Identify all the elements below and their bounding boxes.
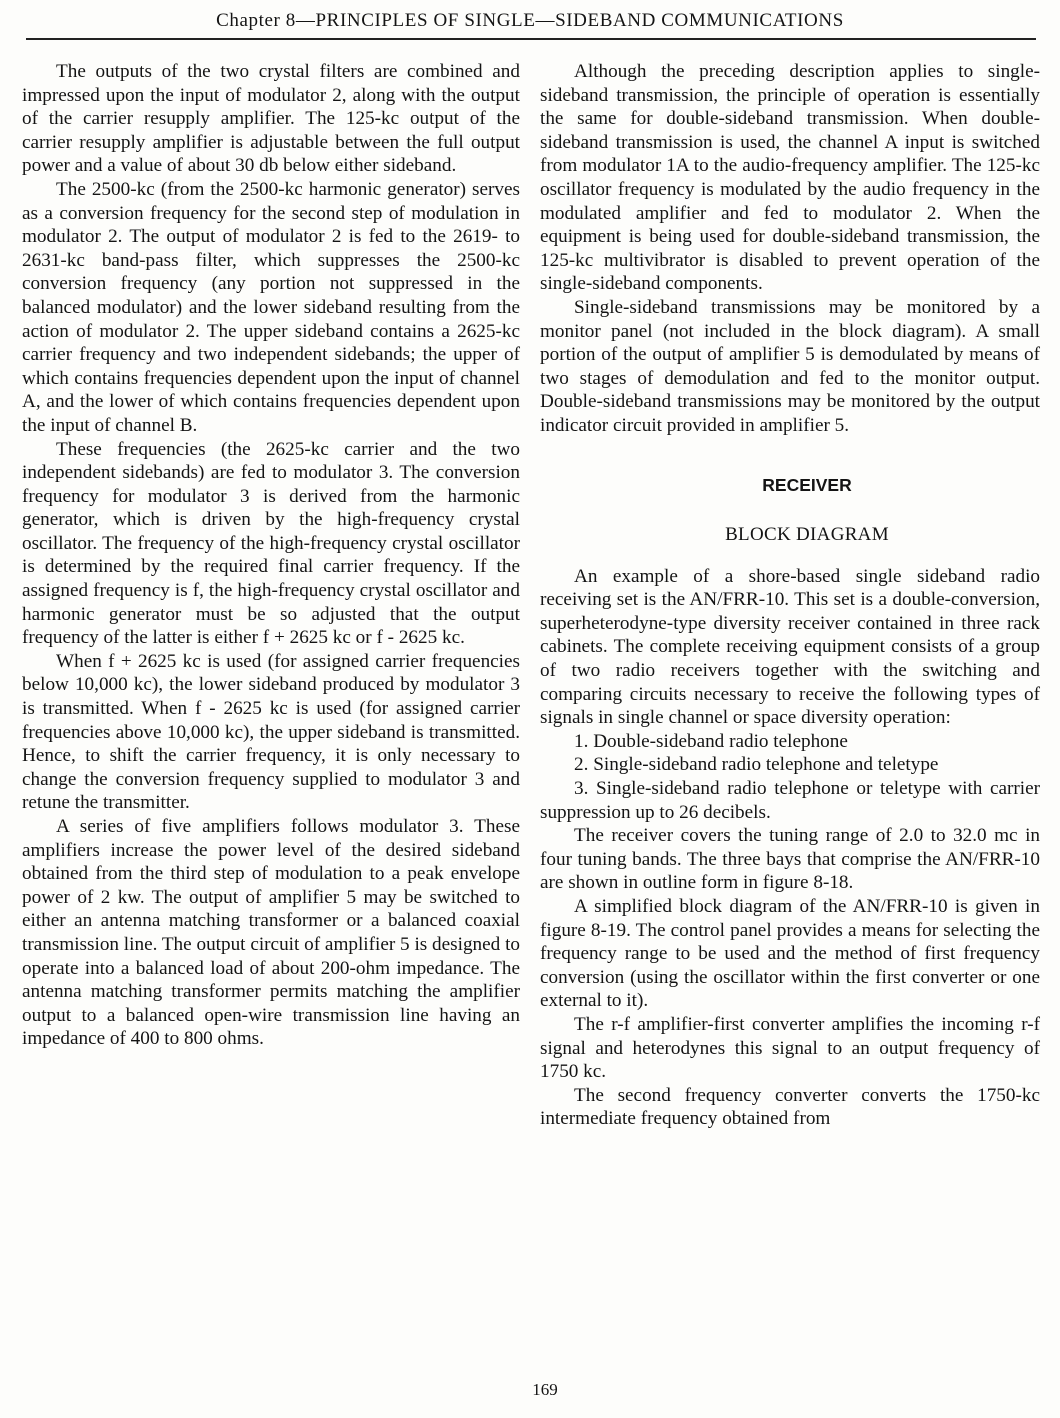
section-heading-receiver: RECEIVER [762,474,852,495]
page-header: Chapter 8—PRINCIPLES OF SINGLE—SIDEBAND COMMUNICATIONS [216,10,844,31]
header-rule [26,38,1036,40]
paragraph: An example of a shore-based single sideband radio receiving set is the AN/FRR-10. This set is a double-conversion, superheterodyne-type diversity receiver contained in three rack cabinets. The complete receiving equipment consists of a group of two radio receivers together with the switching and comparing circuits necessary to receive the following types of signals in single channel or space diversity operation: [540,565,1040,729]
paragraph: A simplified block diagram of the AN/FRR-10 is given in figure 8-19. The control panel provides a means for selecting the frequency range to be used and the method of first frequency conversion (using the oscillator within the first converter or one external to it). [540,896,1040,1012]
left-column [22,60,520,1051]
paragraph: The r-f amplifier-first converter amplifies the incoming r-f signal and heterodynes this signal to an output frequency of 1750 kc. [540,1013,1040,1083]
subsection-heading-block-diagram: BLOCK DIAGRAM [725,524,889,546]
list-item: 2. Single-sideband radio telephone and teletype [574,754,939,776]
paragraph: The second frequency converter converts the 1750-kc intermediate frequency obtained from [540,1084,1040,1130]
paragraph: The 2500-kc (from the 2500-kc harmonic generator) serves as a conversion frequency for the second step of modulation in modulator 2. The output of modulator 2 is fed to the 2619- to 2631-kc band-pass filter, which suppresses the 2500-kc conversion frequency (any portion not suppressed in the balanced modulator) and the lower sideband resulting from the action of modulator 2. The upper sideband contains a 2625-kc carrier frequency and two independent sidebands; the upper of which contains frequencies dependent upon the input of channel A, and the lower of which contains frequencies dependent upon the input of channel B. [22,178,520,436]
paragraph: Single-sideband transmissions may be monitored by a monitor panel (not included in the block diagram). A small portion of the output of amplifier 5 is demodulated by means of two stages of demodulation and fed to the monitor output. Double-sideband transmissions may be monitored by the output indicator circuit provided in amplifier 5. [540,296,1040,436]
list-item: 1. Double-sideband radio telephone [574,730,848,752]
right-column [540,60,1040,1131]
paragraph: A series of five amplifiers follows modulator 3. These amplifiers increase the power level of the desired sideband obtained from the third step of modulation to a peak envelope power of 2 kw. The output of amplifier 5 may be switched to either an antenna matching transformer or a balanced coaxial transmission line. The output circuit of amplifier 5 is designed to operate into a balanced load of about 200-ohm impedance. The antenna matching transformer permits matching the amplifier output to a balanced open-wire transmission line having an impedance of 400 to 800 ohms. [22,816,520,1050]
paragraph: Although the preceding description applies to single-sideband transmission, the principle of operation is essentially the same for double-sideband transmission. When double-sideband transmission is used, the channel A input is switched from modulator 1A to the audio-frequency amplifier. The 125-kc oscillator frequency is modulated by the audio frequency in the modulated amplifier and fed to modulator 2. When the equipment is being used for double-sideband transmission, the 125-kc multivibrator is disabled to prevent operation of the single-sideband components. [540,61,1040,295]
paragraph: The outputs of the two crystal filters are combined and impressed upon the input of modulator 2, along with the output of the carrier resupply amplifier. The 125-kc output of the carrier resupply amplifier is adjustable between the full output power and a value of about 30 db below either sideband. [22,61,520,177]
paragraph: These frequencies (the 2625-kc carrier and the two independent sidebands) are fed to modulator 3. The conversion frequency for modulator 3 is derived from the harmonic generator, which is driven by the high-frequency crystal oscillator. The frequency of the high-frequency crystal oscillator is determined by the required final carrier frequency. If the assigned frequency is f, the high-frequency crystal oscillator and harmonic generator must be so adjusted that the output frequency of the latter is either f + 2625 kc or f - 2625 kc. [22,438,520,649]
page-number: 169 [532,1380,558,1399]
list-item: 3. Single-sideband radio telephone or teletype with carrier suppression up to 26 decibels. [540,778,1040,823]
paragraph: When f + 2625 kc is used (for assigned carrier frequencies below 10,000 kc), the lower sideband produced by modulator 3 is transmitted. When f - 2625 kc is used (for assigned carrier frequencies above 10,000 kc), the upper sideband is transmitted. Hence, to shift the carrier frequency, it is only necessary to change the conversion frequency supplied to modulator 3 and retune the transmitter. [22,650,520,814]
paragraph: The receiver covers the tuning range of 2.0 to 32.0 mc in four tuning bands. The three bays that comprise the AN/FRR-10 are shown in outline form in figure 8-18. [540,825,1040,894]
